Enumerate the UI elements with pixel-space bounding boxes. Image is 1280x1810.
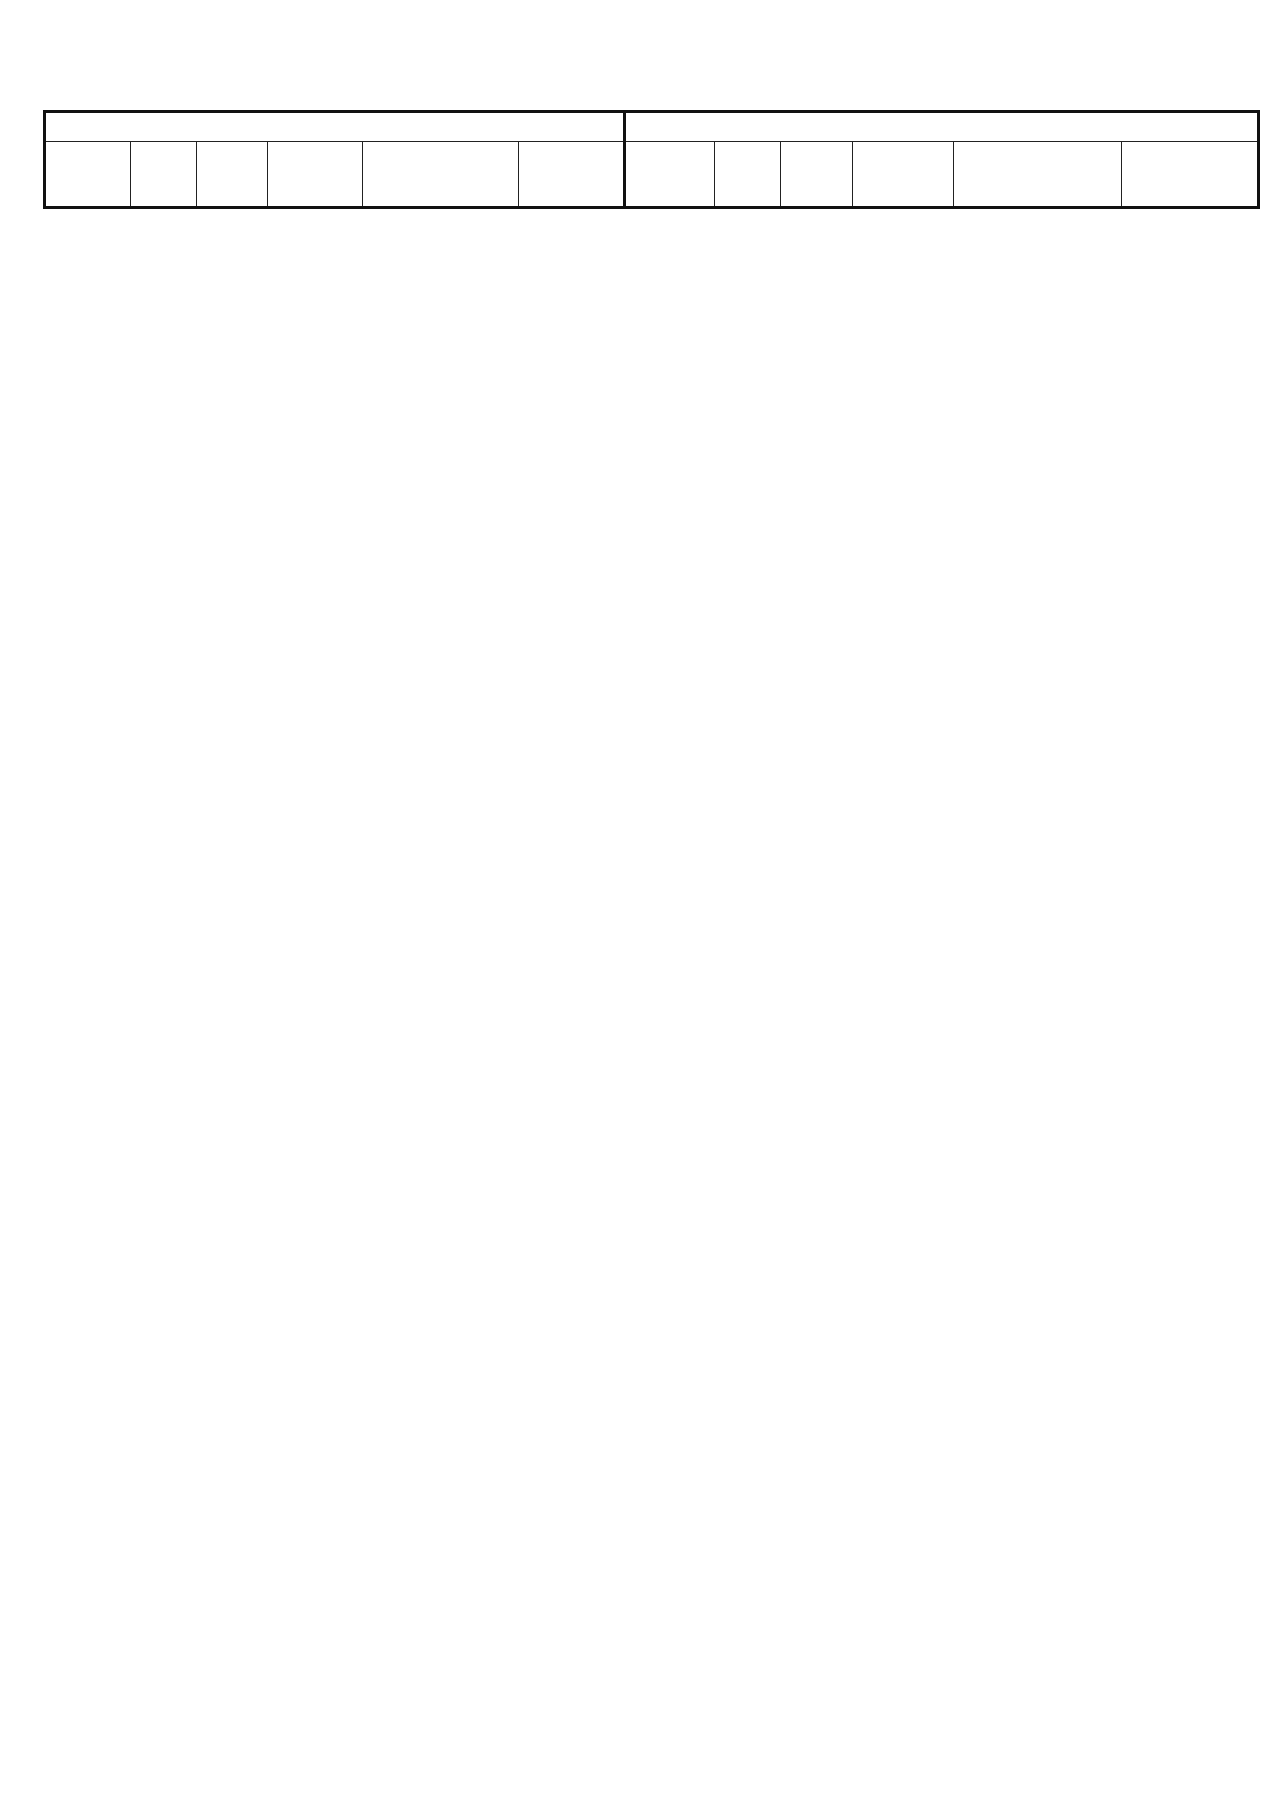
col-header-major-code [268, 142, 363, 208]
major-catalog-table [43, 110, 1260, 209]
col-header-major-name [363, 142, 519, 208]
col-header-discipline-name [781, 142, 853, 208]
col-header-category [45, 142, 131, 208]
col-header-old-major-name [519, 142, 625, 208]
catalog-document [43, 110, 1257, 209]
col-header-major-name [954, 142, 1122, 208]
col-header-major-code [853, 142, 954, 208]
ug-level-title [625, 112, 1259, 142]
col-header-discipline-code [715, 142, 781, 208]
col-header-discipline-name [197, 142, 268, 208]
grad-level-title [45, 112, 625, 142]
col-header-old-major-name [1122, 142, 1259, 208]
col-header-discipline-code [131, 142, 197, 208]
col-header-category [625, 142, 715, 208]
